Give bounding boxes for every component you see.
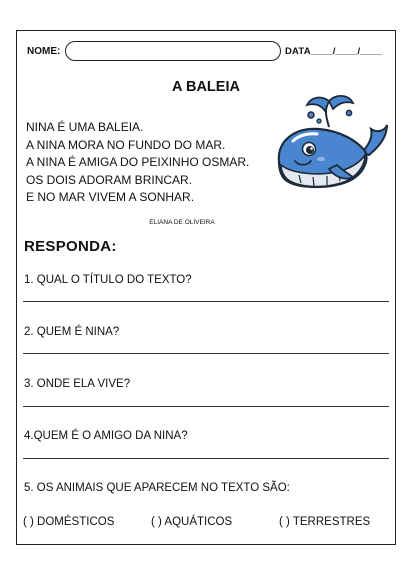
whale-icon [269, 89, 389, 199]
poem-line: A NINA É AMIGA DO PEIXINHO OSMAR. [26, 155, 250, 169]
poem [26, 119, 249, 207]
question-3: 3. ONDE ELA VIVE? [24, 378, 131, 390]
poem-line: E NO MAR VIVEM A SONHAR. [26, 190, 195, 204]
question-4: 4.QUEM É O AMIGO DA NINA? [24, 430, 188, 442]
answer-line-1[interactable] [23, 301, 389, 302]
name-field[interactable] [65, 41, 281, 61]
answer-line-2[interactable] [23, 353, 389, 354]
poem-line: OS DOIS ADORAM BRINCAR. [26, 172, 193, 187]
question-2: 2. QUEM É NINA? [24, 326, 120, 338]
poem-line: NINA É UMA BALEIA. [26, 120, 144, 134]
question-1: 1. QUAL O TÍTULO DO TEXTO? [24, 274, 192, 286]
author-credit: ELIANA DE OLIVEIRA [149, 219, 215, 226]
page-title: A BALEIA [172, 79, 240, 95]
answer-line-4[interactable] [23, 458, 389, 459]
worksheet [16, 30, 396, 545]
option-domesticos[interactable]: ( ) DOMÉSTICOS [23, 516, 115, 528]
option-aquaticos[interactable]: ( ) AQUÁTICOS [151, 516, 233, 528]
responda-heading: RESPONDA: [24, 238, 117, 255]
date-label: DATA____/____/____ [285, 46, 383, 57]
answer-line-3[interactable] [23, 406, 389, 407]
name-label: NOME: [27, 46, 61, 57]
header [27, 39, 387, 65]
question-5: 5. OS ANIMAIS QUE APARECEM NO TEXTO SÃO: [24, 482, 290, 494]
poem-line: A NINA MORA NO FUNDO DO MAR. [26, 137, 226, 152]
option-terrestres[interactable]: ( ) TERRESTRES [279, 516, 371, 528]
